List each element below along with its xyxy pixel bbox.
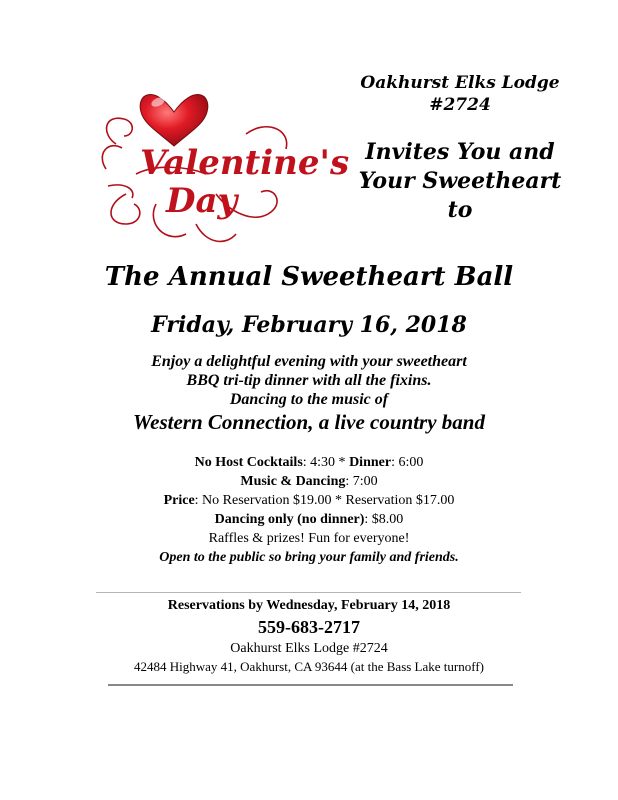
open-public-line: Open to the public so bring your family and friends. bbox=[159, 550, 459, 565]
org-name: Oakhurst Elks Lodge bbox=[360, 73, 560, 93]
price-label: Price bbox=[163, 493, 195, 508]
band-name: Western Connection, a live country band bbox=[133, 410, 485, 434]
description-line-1: Enjoy a delightful evening with your sweetheart bbox=[151, 353, 467, 370]
dinner-label: Dinner bbox=[349, 455, 392, 470]
dancing-only-label: Dancing only (no dinner) bbox=[214, 512, 365, 527]
event-date: Friday, February 16, 2018 bbox=[151, 312, 467, 338]
schedule-row-2 bbox=[0, 472, 618, 491]
lodge-address: 42484 Highway 41, Oakhurst, CA 93644 (at the Bass Lake turnoff) bbox=[134, 659, 484, 674]
valentines-day-logo bbox=[96, 74, 350, 254]
logo-text-day: Day bbox=[166, 181, 238, 221]
event-title: The Annual Sweetheart Ball bbox=[104, 262, 514, 292]
invitation-block bbox=[330, 138, 590, 225]
heart-icon bbox=[140, 95, 208, 146]
reservations-block bbox=[0, 597, 618, 676]
dancing-only-value: : $8.00 bbox=[364, 512, 404, 527]
dancing-only-row bbox=[0, 510, 618, 529]
description-line-2: BBQ tri-tip dinner with all the fixins. bbox=[186, 372, 432, 389]
dinner-value: : 6:00 bbox=[391, 455, 424, 470]
description-line-3: Dancing to the music of bbox=[229, 391, 389, 408]
music-label: Music & Dancing bbox=[240, 474, 346, 489]
price-value: : No Reservation $19.00 * Reservation $17.00 bbox=[194, 493, 455, 508]
logo-text-valentines: Valentine's bbox=[140, 143, 350, 183]
event-description bbox=[0, 352, 618, 435]
raffles-line: Raffles & prizes! Fun for everyone! bbox=[208, 531, 410, 546]
invite-line-1: Invites You and bbox=[365, 139, 555, 165]
divider-top bbox=[96, 592, 521, 593]
cocktails-value: : 4:30 * bbox=[302, 455, 350, 470]
valentines-day-logo-graphic bbox=[96, 74, 350, 254]
invite-line-2: Your Sweetheart bbox=[358, 168, 562, 194]
organization-block bbox=[330, 72, 590, 116]
cocktails-label: No Host Cocktails bbox=[194, 455, 303, 470]
event-details bbox=[0, 453, 618, 567]
invite-line-3: to bbox=[447, 197, 473, 223]
schedule-row-1 bbox=[0, 453, 618, 472]
lodge-name: Oakhurst Elks Lodge #2724 bbox=[230, 641, 388, 656]
divider-bottom bbox=[108, 684, 513, 686]
reservation-deadline: Reservations by Wednesday, February 14, 2018 bbox=[167, 598, 451, 613]
reservation-phone: 559-683-2717 bbox=[258, 617, 360, 637]
org-number: #2724 bbox=[429, 95, 491, 115]
music-value: : 7:00 bbox=[345, 474, 378, 489]
price-row bbox=[0, 491, 618, 510]
